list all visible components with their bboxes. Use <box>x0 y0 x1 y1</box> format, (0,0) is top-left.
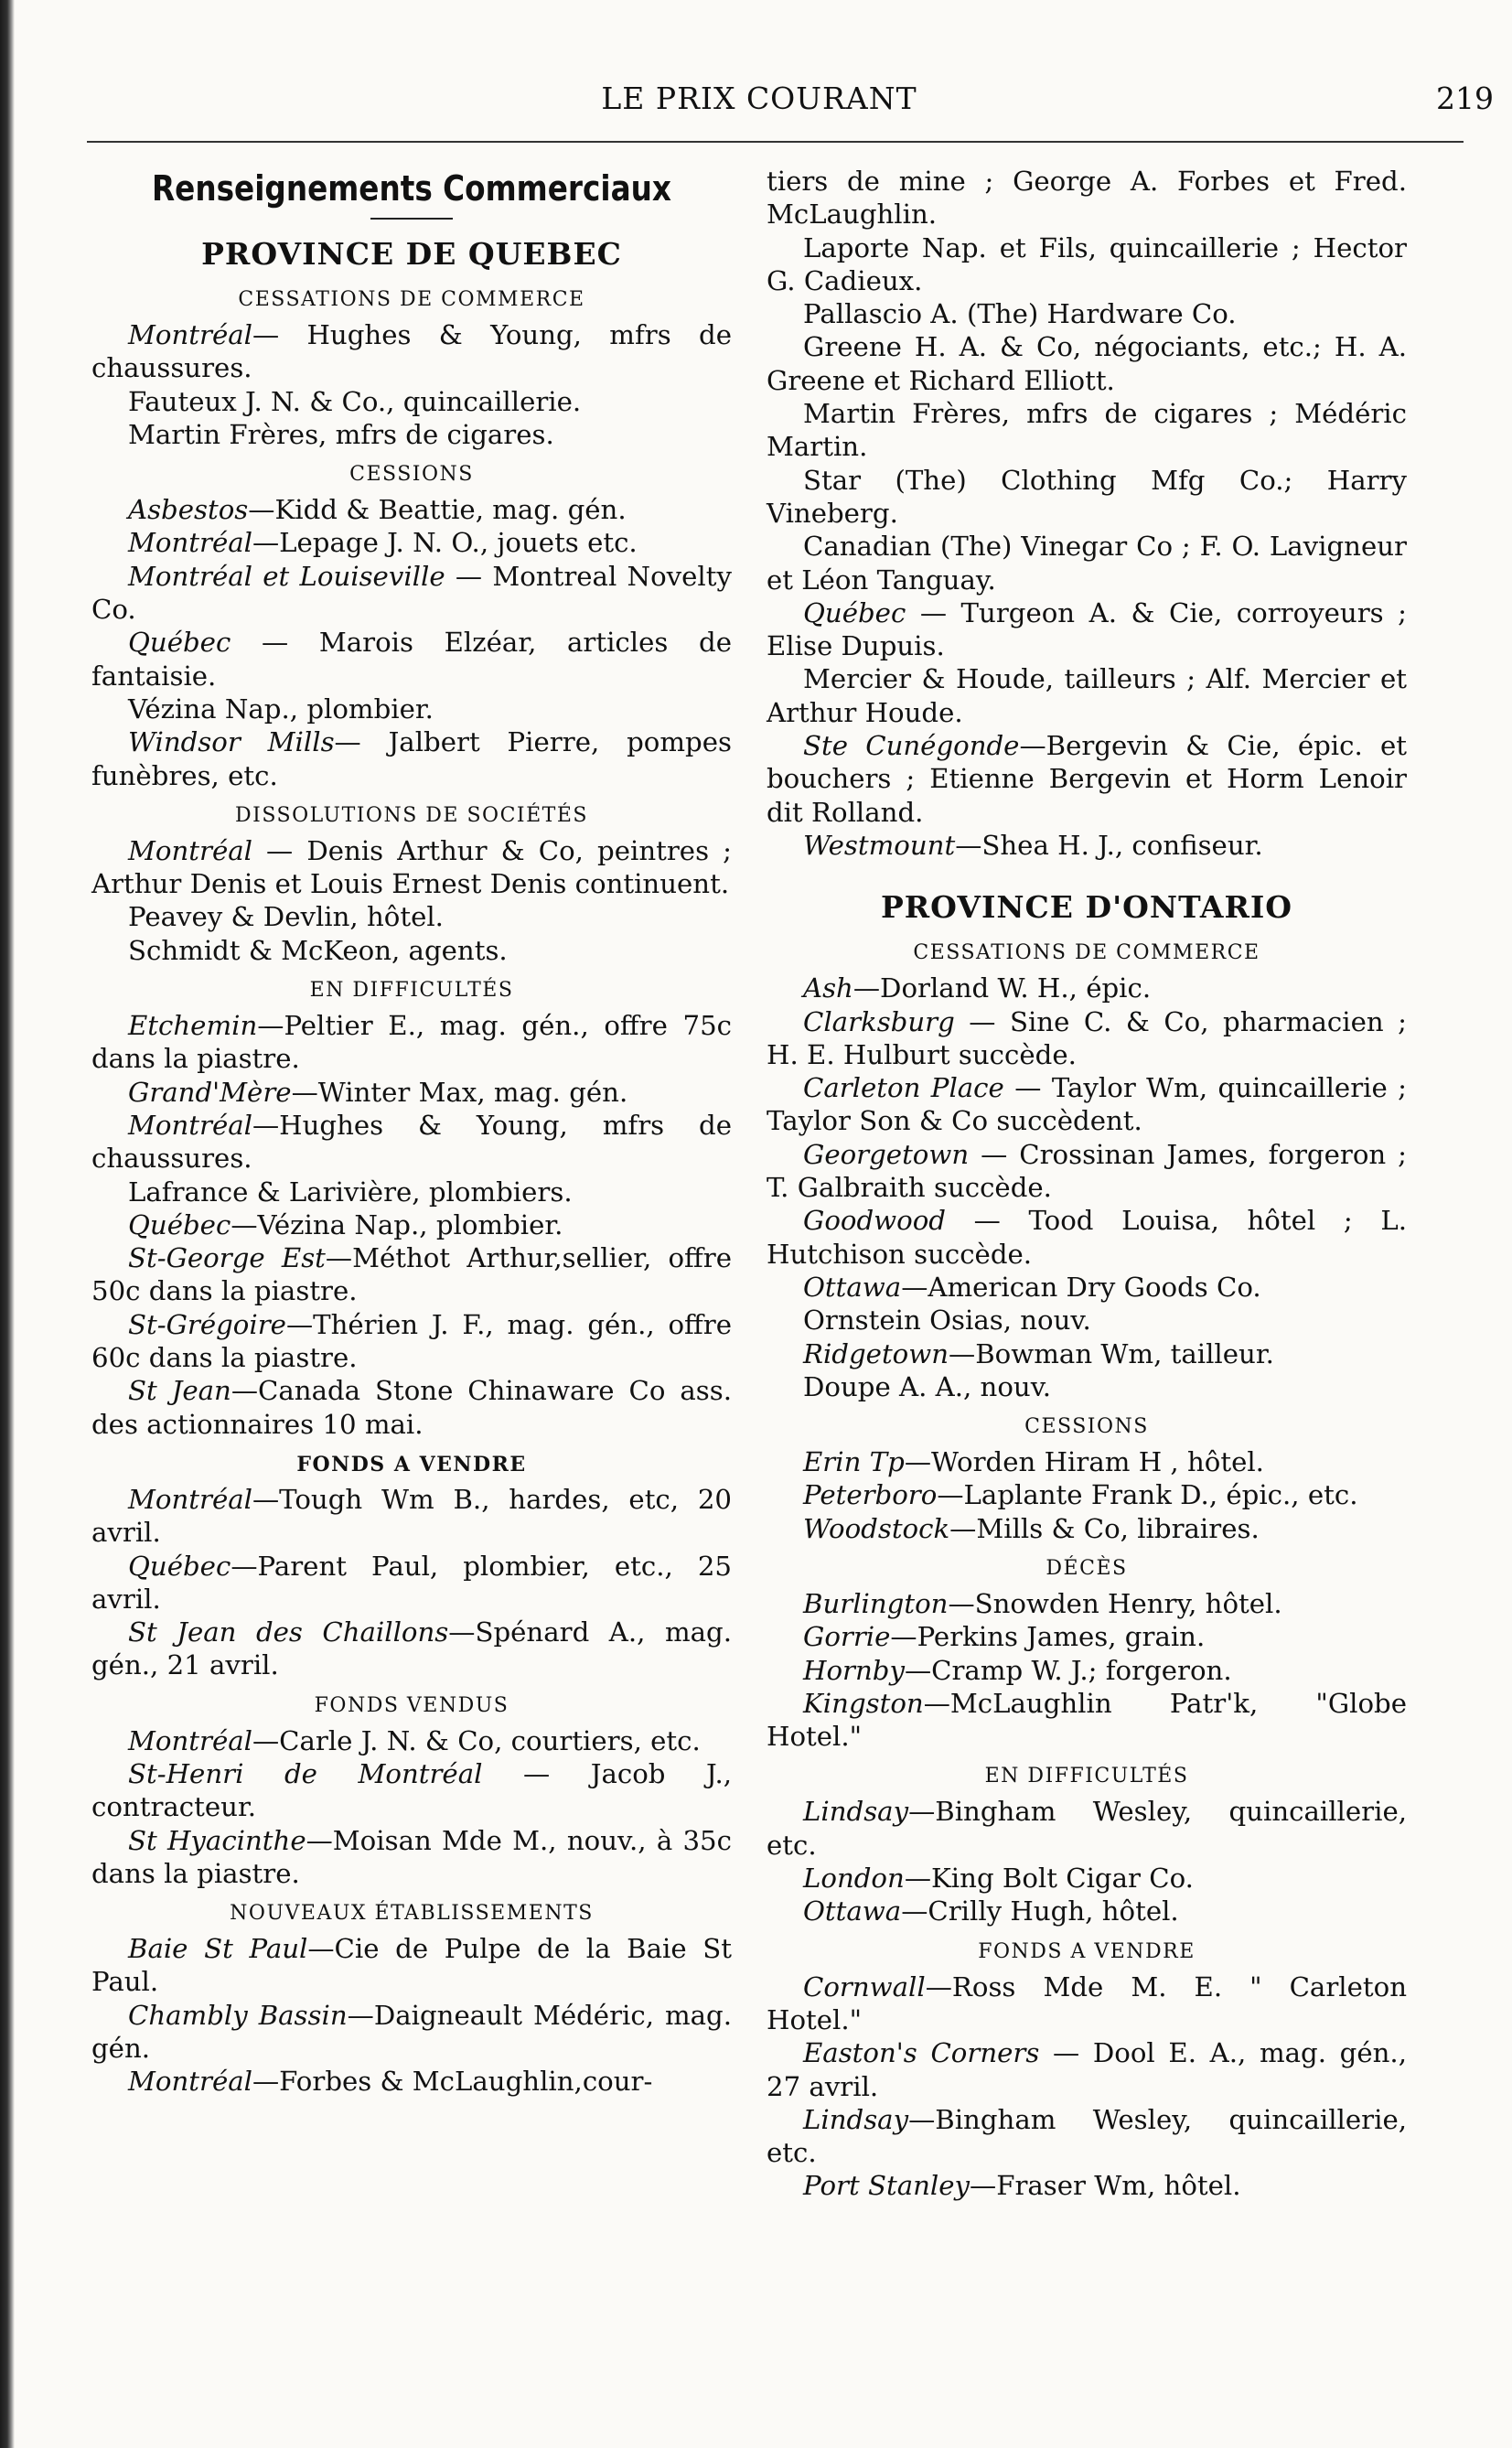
page-header <box>82 81 1512 126</box>
entry <box>91 626 732 693</box>
entry <box>767 1071 1407 1138</box>
entry <box>91 1374 732 1441</box>
entry <box>91 1724 732 1757</box>
entry-place: Woodstock <box>803 1512 950 1544</box>
entry <box>91 1616 732 1682</box>
entry <box>767 2036 1407 2103</box>
entry-text: —Kidd & Beattie, mag. gén. <box>248 494 627 526</box>
subsection-heading: FONDS A VENDRE <box>978 1939 1196 1963</box>
entry-text: —Bergevin & Cie, épic. et bouchers ; Etienne Bergevin et Horm Lenoir dit Rolland. <box>767 730 1408 828</box>
entry <box>767 1478 1407 1511</box>
entry <box>91 1208 732 1241</box>
entry-text: — Jacob J., contracteur. <box>91 1757 733 1823</box>
entry <box>91 1999 732 2066</box>
entry-text: Star (The) Clothing Mfg Co.; Harry Vineberg. <box>767 464 1407 529</box>
entry-place: Ash <box>803 972 853 1004</box>
entry-text: —Snowden Henry, hôtel. <box>948 1587 1282 1619</box>
continued-entries <box>767 165 1407 862</box>
entry <box>91 2065 732 2098</box>
entry-text: —Worden Hiram H , hôtel. <box>904 1446 1264 1478</box>
entry-text: Vézina Nap., plombier. <box>128 693 434 725</box>
left-column <box>91 165 732 2099</box>
entry <box>91 834 732 901</box>
entry <box>767 1512 1407 1545</box>
entry <box>767 1304 1407 1337</box>
subsection-heading: NOUVEAUX ÉTABLISSEMENTS <box>230 1902 594 1926</box>
entry-place: St-Henri de Montréal <box>128 1757 483 1789</box>
entry-text: — Hughes & Young, mfrs de chaussures. <box>91 319 732 384</box>
province-heading-quebec: PROVINCE DE QUEBEC <box>201 236 622 272</box>
entry <box>767 1862 1407 1895</box>
entry-text: —Mills & Co, libraires. <box>949 1512 1260 1544</box>
entry <box>91 1308 732 1375</box>
entry-place: Montréal <box>128 834 252 866</box>
entry-place: Montréal <box>128 527 252 559</box>
entry <box>767 464 1407 531</box>
entry-text: Laporte Nap. et Fils, quincaillerie ; Hector G. Cadieux. <box>767 231 1407 296</box>
entry-place: Chambly Bassin <box>128 1999 348 2031</box>
entry <box>767 1620 1407 1653</box>
entry <box>767 1654 1407 1687</box>
entry-text: —American Dry Goods Co. <box>901 1271 1261 1303</box>
entry-text: — Denis Arthur & Co, peintres ; Arthur Denis et Louis Ernest Denis continuent. <box>91 834 732 900</box>
entry-place: Québec <box>803 596 906 628</box>
entry-text: —Moisan Mde M., nouv., à 35c dans la piastre. <box>91 1824 732 1889</box>
entry <box>767 1445 1407 1478</box>
entry-text: —Fraser Wm, hôtel. <box>970 2170 1241 2202</box>
entry <box>91 526 732 559</box>
entry-text: —Méthot Arthur,sellier, offre 50c dans la piastre. <box>91 1242 732 1307</box>
entry-text: — Marois Elzéar, articles de fantaisie. <box>91 627 732 692</box>
ontario-sections <box>767 940 1407 2203</box>
entry <box>91 318 732 385</box>
entry-place: Ottawa <box>803 1895 902 1927</box>
entry-place: Etchemin <box>128 1010 258 1042</box>
entry <box>91 560 732 627</box>
entry <box>91 1241 732 1308</box>
entry <box>767 662 1407 729</box>
title-rule <box>370 218 453 220</box>
entry-place: Baie St Paul <box>128 1933 308 1965</box>
entry-place: Montréal <box>128 319 252 350</box>
entry-text: — Turgeon A. & Cie, corroyeurs ; Elise Dupuis. <box>767 596 1407 662</box>
subsection-heading: FONDS VENDUS <box>314 1693 509 1717</box>
entry-place: St-George Est <box>128 1242 326 1274</box>
entry <box>767 1895 1407 1927</box>
entry-place: Ridgetown <box>803 1337 949 1369</box>
scan-binding-edge <box>0 0 15 2448</box>
entry-text: —Laplante Frank D., épic., etc. <box>937 1479 1358 1511</box>
entry-place: Westmount <box>803 829 956 861</box>
entry-text: —Shea H. J., confiseur. <box>955 829 1263 861</box>
entry-text: —Winter Max, mag. gén. <box>291 1076 628 1108</box>
entry <box>767 1370 1407 1403</box>
entry-text: Canadian (The) Vinegar Co ; F. O. Lavigneur et Léon Tanguay. <box>767 531 1407 596</box>
entry-place: Québec <box>128 1550 231 1582</box>
entry <box>91 1176 732 1208</box>
entry-text: —Bowman Wm, tailleur. <box>949 1337 1274 1369</box>
entry-text: —Spénard A., mag. gén., 21 avril. <box>91 1616 732 1681</box>
entry-place: Ottawa <box>803 1271 902 1303</box>
entry-text: — Taylor Wm, quincaillerie ; Taylor Son & Co succèdent. <box>767 1072 1407 1137</box>
entry-text: Schmidt & McKeon, agents. <box>128 934 508 966</box>
entry <box>767 729 1407 829</box>
header-rule <box>87 141 1464 143</box>
entry-place: Carleton Place <box>803 1072 1004 1104</box>
entry <box>767 165 1407 231</box>
entry-place: Kingston <box>803 1687 924 1719</box>
entry-text: Ornstein Osias, nouv. <box>803 1305 1091 1337</box>
entry-text: —Perkins James, grain. <box>890 1621 1206 1653</box>
entry <box>91 493 732 526</box>
entry-place: Montréal et Louiseville <box>128 560 445 592</box>
subsection-heading: FONDS A VENDRE <box>296 1452 527 1476</box>
entry-text: —Carle J. N. & Co, courtiers, etc. <box>252 1724 701 1756</box>
entry-text: —Forbes & McLaughlin,cour- <box>252 2066 653 2098</box>
entry-text: — Sine C. & Co, pharmacien ; H. E. Hulburt succède. <box>767 1005 1407 1070</box>
entry-place: Ste Cunégonde <box>803 730 1020 762</box>
entry-text: —Tough Wm B., hardes, etc, 20 avril. <box>91 1483 732 1549</box>
entry <box>767 1271 1407 1304</box>
entry <box>91 1550 732 1616</box>
entry-text: — Crossinan James, forgeron ; T. Galbraith succède. <box>767 1138 1407 1204</box>
entry-text: — Tood Louisa, hôtel ; L. Hutchison succède. <box>767 1205 1407 1270</box>
quebec-sections <box>91 287 732 2099</box>
entry-text: —Crilly Hugh, hôtel. <box>901 1895 1179 1927</box>
entry-place: Montréal <box>128 2066 252 2098</box>
entry-text: Martin Frères, mfrs de cigares. <box>128 418 554 450</box>
entry-text: —Thérien J. F., mag. gén., offre 60c dans la piastre. <box>91 1308 732 1374</box>
entry <box>91 1009 732 1076</box>
entry-place: St Jean des Chaillons <box>128 1616 449 1648</box>
entry-text: —Hughes & Young, mfrs de chaussures. <box>91 1109 732 1175</box>
entry-text: —Parent Paul, plombier, etc., 25 avril. <box>91 1550 732 1615</box>
entry <box>767 1138 1407 1205</box>
entry <box>91 1824 732 1891</box>
subsection-heading: DISSOLUTIONS DE SOCIÉTÉS <box>235 803 588 827</box>
entry-place: Asbestos <box>128 494 249 526</box>
entry <box>767 1337 1407 1370</box>
entry-text: —Lepage J. N. O., jouets etc. <box>252 527 638 559</box>
entry-text: Mercier & Houde, tailleurs ; Alf. Mercier et Arthur Houde. <box>767 663 1407 728</box>
entry <box>91 1757 732 1824</box>
entry <box>91 1076 732 1109</box>
entry-text: —Peltier E., mag. gén., offre 75c dans la piastre. <box>91 1010 732 1075</box>
entry-text: —Bingham Wesley, quincaillerie, etc. <box>767 1796 1407 1861</box>
entry-text: — Dool E. A., mag. gén., 27 avril. <box>767 2037 1407 2102</box>
entry-text: —Ross Mde M. E. " Carleton Hotel." <box>767 1970 1407 2035</box>
entry <box>767 2169 1407 2202</box>
entry <box>767 1005 1407 1072</box>
entry-place: Montréal <box>128 1724 252 1756</box>
province-heading-ontario: PROVINCE D'ONTARIO <box>880 889 1293 926</box>
entry <box>91 900 732 933</box>
right-column <box>767 165 1407 2203</box>
entry-place: Windsor Mills <box>128 726 335 758</box>
entry-text: Fauteux J. N. & Co., quincaillerie. <box>128 385 582 417</box>
entry-place: Goodwood <box>803 1205 946 1237</box>
entry-place: St-Grégoire <box>128 1308 286 1340</box>
entry <box>767 297 1407 330</box>
entry <box>767 330 1407 397</box>
entry-text: Pallascio A. (The) Hardware Co. <box>803 298 1237 330</box>
entry-place: Lindsay <box>803 2103 909 2135</box>
subsection-heading: CESSATIONS DE COMMERCE <box>238 288 585 311</box>
entry <box>767 530 1407 596</box>
entry-text: —Cramp W. J.; forgeron. <box>904 1654 1232 1686</box>
entry <box>767 397 1407 464</box>
entry-place: St Hyacinthe <box>128 1824 306 1856</box>
entry-text: Lafrance & Larivière, plombiers. <box>128 1176 573 1208</box>
subsection-heading: EN DIFFICULTÉS <box>309 979 514 1003</box>
entry-place: Cornwall <box>803 1970 926 2002</box>
entry <box>767 1970 1407 2037</box>
entry-place: Peterboro <box>803 1479 938 1511</box>
entry <box>91 934 732 967</box>
entry <box>91 385 732 418</box>
entry-place: Grand'Mère <box>128 1076 292 1108</box>
entry <box>767 1587 1407 1620</box>
entry <box>767 231 1407 298</box>
entry-text: —Cie de Pulpe de la Baie St Paul. <box>91 1933 732 1998</box>
entry <box>767 1687 1407 1754</box>
entry-place: Québec <box>128 1208 231 1240</box>
entry <box>767 829 1407 862</box>
entry-place: St Jean <box>128 1375 231 1407</box>
entry-text: —Dorland W. H., épic. <box>853 972 1152 1004</box>
entry-text: Greene H. A. & Co, négociants, etc.; H. A. Greene et Richard Elliott. <box>767 331 1407 396</box>
entry-text: —King Bolt Cigar Co. <box>904 1863 1194 1895</box>
running-title: LE PRIX COURANT <box>601 81 917 116</box>
entry-text: —Canada Stone Chinaware Co ass. des actionnaires 10 mai. <box>91 1375 732 1440</box>
entry <box>91 1932 732 1999</box>
entry-text: —McLaughlin Patr'k, "Globe Hotel." <box>767 1687 1407 1753</box>
entry-text: — Montreal Novelty Co. <box>91 560 732 626</box>
entry <box>767 1795 1407 1862</box>
entry-place: Québec <box>128 627 231 659</box>
entry <box>767 596 1407 663</box>
page-number: 219 <box>1436 81 1494 116</box>
entry-place: Montréal <box>128 1483 252 1515</box>
section-title: Renseignements Commerciaux <box>152 168 671 209</box>
entry <box>91 693 732 725</box>
entry <box>767 972 1407 1004</box>
subsection-heading: DÉCÈS <box>1046 1556 1128 1580</box>
subsection-heading: EN DIFFICULTÉS <box>984 1765 1189 1788</box>
entry-text: —Vézina Nap., plombier. <box>231 1208 563 1240</box>
entry-place: Erin Tp <box>803 1446 905 1478</box>
entry <box>91 725 732 792</box>
entry-place: Georgetown <box>803 1138 970 1170</box>
entry-text: Martin Frères, mfrs de cigares ; Médéric Martin. <box>767 398 1407 463</box>
subsection-heading: CESSIONS <box>1024 1415 1149 1439</box>
entry-place: Port Stanley <box>803 2170 970 2202</box>
entry-place: Clarksburg <box>803 1005 955 1037</box>
entry-place: Hornby <box>803 1654 905 1686</box>
entry-place: Montréal <box>128 1109 252 1141</box>
entry-text: tiers de mine ; George A. Forbes et Fred. McLaughlin. <box>767 166 1407 231</box>
entry-place: Easton's Corners <box>803 2037 1040 2069</box>
entry-place: Burlington <box>803 1587 949 1619</box>
entry-text: —Daigneault Médéric, mag. gén. <box>91 1999 733 2065</box>
entry-text: Peavey & Devlin, hôtel. <box>128 901 444 933</box>
subsection-heading: CESSIONS <box>349 463 474 487</box>
entry-text: —Bingham Wesley, quincaillerie, etc. <box>767 2103 1407 2169</box>
entry <box>767 2103 1407 2170</box>
entry-place: London <box>803 1863 905 1895</box>
entry-place: Gorrie <box>803 1621 891 1653</box>
entry-text: — Jalbert Pierre, pompes funèbres, etc. <box>91 726 732 791</box>
entry-text: Doupe A. A., nouv. <box>803 1370 1052 1402</box>
entry <box>91 418 732 451</box>
entry <box>767 1204 1407 1271</box>
entry <box>91 1109 732 1176</box>
entry-place: Lindsay <box>803 1796 909 1828</box>
subsection-heading: CESSATIONS DE COMMERCE <box>913 941 1260 965</box>
entry <box>91 1483 732 1550</box>
